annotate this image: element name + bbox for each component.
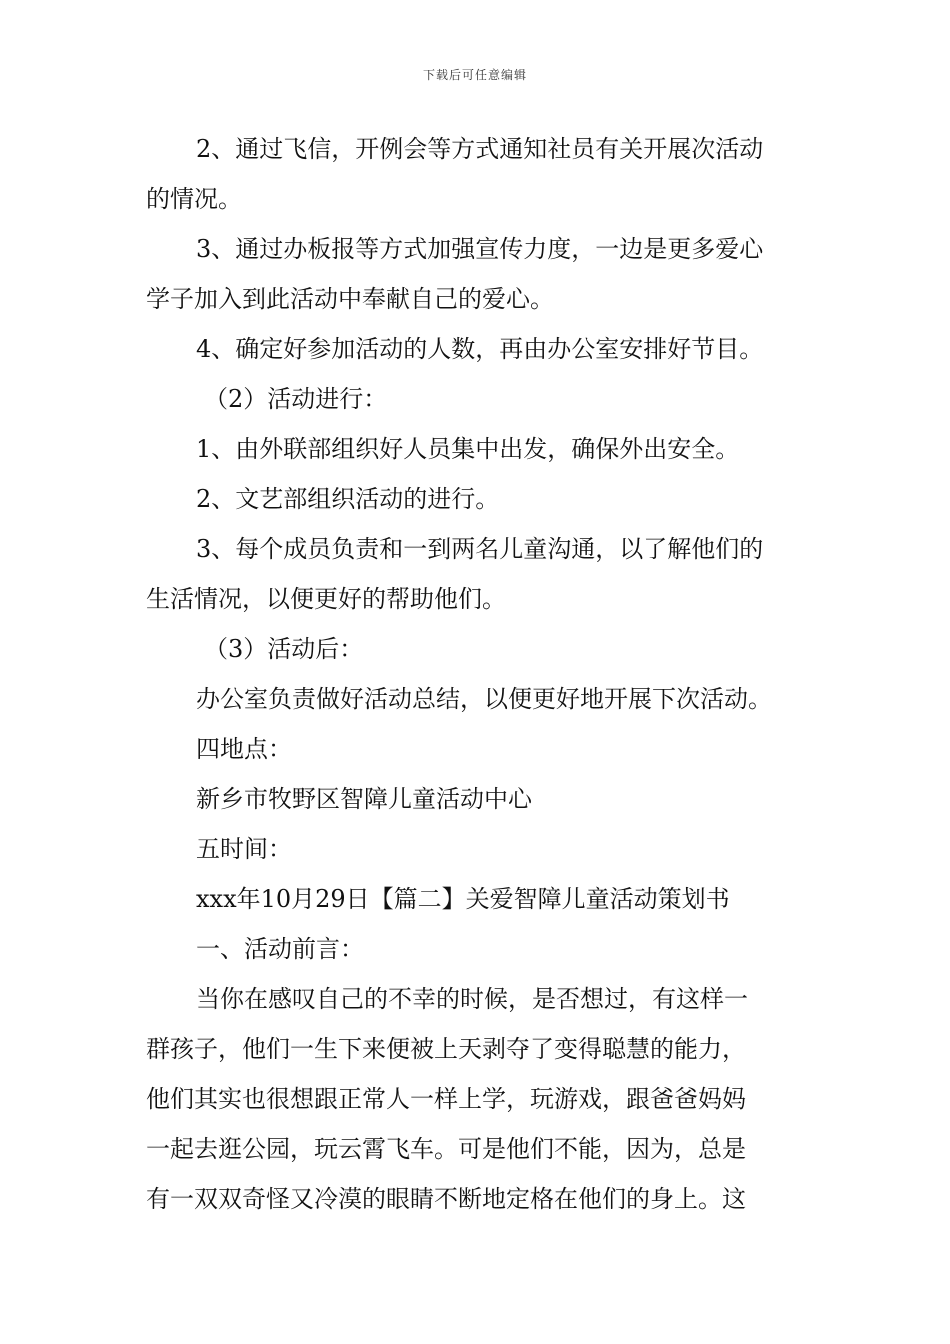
text-line: 3、每个成员负责和一到两名儿童沟通，以了解他们的	[196, 535, 764, 563]
text-line: 生活情况，以便更好的帮助他们。	[146, 585, 506, 613]
text-line: 他们其实也很想跟正常人一样上学，玩游戏，跟爸爸妈妈	[146, 1085, 746, 1113]
text-line: 3、通过办板报等方式加强宣传力度，一边是更多爱心	[196, 235, 764, 263]
text-line: 四地点：	[196, 735, 292, 763]
text-line: 的情况。	[146, 185, 242, 213]
text-line: 4、确定好参加活动的人数，再由办公室安排好节目。	[196, 335, 764, 363]
text-line: 新乡市牧野区智障儿童活动中心	[196, 785, 532, 813]
text-line: 一起去逛公园，玩云霄飞车。可是他们不能，因为，总是	[146, 1135, 746, 1163]
text-line: （3）活动后：	[204, 635, 364, 663]
text-line: 学子加入到此活动中奉献自己的爱心。	[146, 285, 554, 313]
text-line: 2、通过飞信，开例会等方式通知社员有关开展次活动	[196, 135, 764, 163]
page-header: 下载后可任意编辑	[422, 68, 527, 82]
text-line: 五时间：	[196, 835, 292, 863]
text-line: xxx年10月29日【篇二】关爱智障儿童活动策划书	[196, 885, 730, 913]
document-body	[146, 124, 810, 1224]
text-line: 一、活动前言：	[196, 935, 364, 963]
text-line: 当你在感叹自己的不幸的时候，是否想过，有这样一	[196, 985, 748, 1013]
text-line: 群孩子，他们一生下来便被上天剥夺了变得聪慧的能力，	[146, 1035, 746, 1063]
text-line: 2、文艺部组织活动的进行。	[196, 485, 500, 513]
text-line: 有一双双奇怪又冷漠的眼睛不断地定格在他们的身上。这	[146, 1185, 746, 1213]
text-line: 办公室负责做好活动总结，以便更好地开展下次活动。	[196, 685, 772, 713]
text-line: （2）活动进行：	[204, 385, 388, 413]
text-line: 1、由外联部组织好人员集中出发，确保外出安全。	[196, 435, 740, 463]
